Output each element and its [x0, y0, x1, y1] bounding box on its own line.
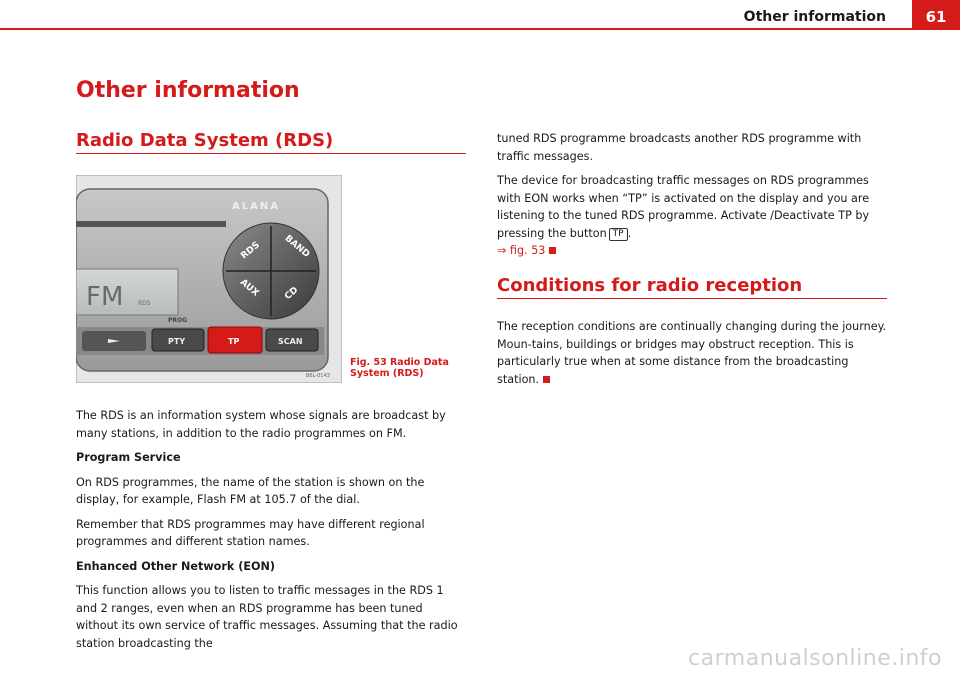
section-rule-reception: [497, 298, 887, 299]
rds-paragraph-4: This function allows you to listen to traffic messages in the RDS 1 and 2 ranges, even when an RDS programme has been tuned without its own service of traffic messages. Assuming that the radio station broadcasting the: [76, 584, 458, 650]
rds-paragraph-6: [497, 172, 889, 260]
rds-text-right: [497, 130, 889, 267]
header-title: Other information: [743, 9, 886, 25]
section-heading-reception: Conditions for radio reception: [497, 275, 803, 296]
pty-label: PTY: [168, 337, 186, 346]
radio-brand: ALANA: [232, 201, 280, 212]
tp-label: TP: [228, 337, 240, 346]
rds-paragraph-2: On RDS programmes, the name of the station is shown on the display, for example, Flash FM at 105.7 of the dial.: [76, 475, 425, 506]
rds-paragraph-5: tuned RDS programme broadcasts another RDS programme with traffic messages.: [497, 132, 862, 163]
subheading-eon: Enhanced Other Network (EON): [76, 559, 275, 573]
figure-code: B6L-0143: [306, 373, 330, 379]
figure-caption: Fig. 53 Radio Data System (RDS): [350, 357, 449, 379]
section-heading-rds: Radio Data System (RDS): [76, 130, 334, 151]
scan-label: SCAN: [278, 337, 303, 346]
band-label: BAND: [282, 233, 312, 260]
radio-figure: [76, 175, 342, 383]
rds-paragraph-1: The RDS is an information system whose signals are broadcast by many stations, in addition to the radio programmes on FM.: [76, 409, 446, 440]
radio-display-small: RDS: [138, 300, 151, 307]
prog-label: PROG: [168, 317, 188, 324]
tp-button: [208, 327, 262, 353]
header-rule: [0, 28, 960, 30]
section-rule-rds: [76, 153, 466, 154]
cd-label: CD: [283, 285, 301, 303]
rds-label: RDS: [239, 240, 262, 262]
rds-text-left: [76, 407, 468, 659]
aux-label: AUX: [237, 277, 261, 299]
mode-knob: [223, 223, 319, 319]
radio-illustration: [76, 175, 342, 383]
rds-paragraph-6-text: The device for broadcasting traffic messages on RDS programmes with EON works when “TP” is activated on the display and you are listening to the tuned RDS programme. Activate /Deactivate TP by pressing the button: [497, 174, 870, 240]
subheading-program-service: Program Service: [76, 451, 181, 464]
figure-reference-link[interactable]: ⇒ fig. 53: [497, 244, 546, 257]
section-end-icon: [549, 247, 556, 254]
watermark: carmanualsonline.info: [688, 646, 942, 671]
pty-button: [152, 329, 204, 351]
reception-text: [497, 318, 889, 395]
radio-display-text: FM: [86, 282, 124, 312]
page-number: 61: [912, 0, 960, 28]
reception-paragraph-text: The reception conditions are continually changing during the journey. Moun-tains, buildings or bridges may obstruct reception. This is particularly true when at some distance from the broadcasting station.: [497, 320, 887, 386]
rds-paragraph-3: Remember that RDS programmes may have different regional programmes and different station names.: [76, 517, 425, 548]
main-title: Other information: [76, 78, 300, 103]
reception-paragraph: [497, 318, 889, 388]
scan-button: [266, 329, 318, 351]
paragraph-6-end: .: [627, 226, 632, 240]
section-end-icon: [543, 376, 550, 383]
tp-key-icon: TP: [609, 228, 628, 241]
